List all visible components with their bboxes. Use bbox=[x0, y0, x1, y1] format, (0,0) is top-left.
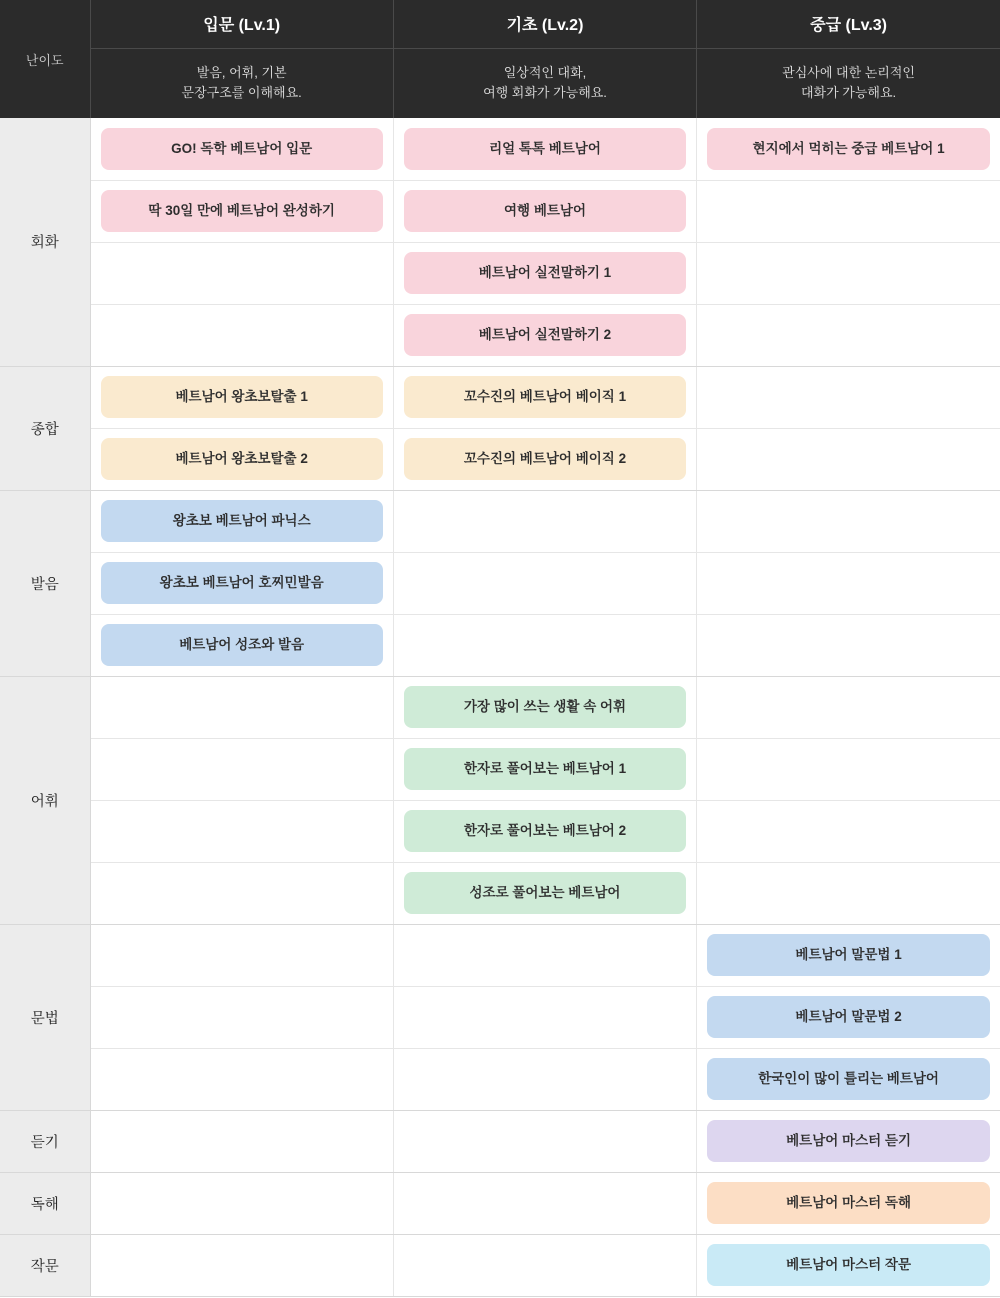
course-cell bbox=[393, 986, 696, 1048]
table-header bbox=[0, 0, 1000, 118]
category-label-4: 어휘 bbox=[0, 676, 90, 924]
course-cell bbox=[393, 1110, 696, 1172]
course-cell bbox=[90, 676, 393, 738]
course-cell[interactable] bbox=[393, 366, 696, 428]
course-chip[interactable]: 여행 베트남어 bbox=[404, 190, 686, 232]
header-title-row bbox=[0, 0, 1000, 48]
table-row bbox=[0, 490, 1000, 552]
header-level-2-desc bbox=[393, 48, 696, 118]
category-label-6: 듣기 bbox=[0, 1110, 90, 1172]
course-cell[interactable] bbox=[393, 428, 696, 490]
course-cell[interactable] bbox=[90, 614, 393, 676]
category-label-8: 작문 bbox=[0, 1234, 90, 1296]
course-cell[interactable] bbox=[697, 1048, 1000, 1110]
course-cell bbox=[90, 1110, 393, 1172]
course-cell bbox=[393, 614, 696, 676]
course-cell[interactable] bbox=[90, 552, 393, 614]
course-cell bbox=[697, 800, 1000, 862]
table-row bbox=[0, 738, 1000, 800]
course-cell bbox=[393, 1234, 696, 1296]
course-cell bbox=[90, 924, 393, 986]
course-cell bbox=[393, 552, 696, 614]
table-row bbox=[0, 366, 1000, 428]
course-cell bbox=[393, 924, 696, 986]
course-cell bbox=[393, 1048, 696, 1110]
course-cell bbox=[697, 490, 1000, 552]
course-cell bbox=[697, 676, 1000, 738]
header-desc-row bbox=[0, 48, 1000, 118]
course-chip[interactable]: 가장 많이 쓰는 생활 속 어휘 bbox=[404, 686, 686, 728]
header-level-1-desc-line2: 문장구조를 이해해요. bbox=[181, 85, 302, 101]
course-chip[interactable]: 베트남어 마스터 작문 bbox=[707, 1244, 990, 1286]
course-cell bbox=[697, 862, 1000, 924]
header-level-1-desc-line1: 발음, 어휘, 기본 bbox=[196, 65, 287, 81]
table-row bbox=[0, 614, 1000, 676]
course-chip[interactable]: 왕초보 베트남어 호찌민발음 bbox=[101, 562, 383, 604]
course-cell bbox=[697, 614, 1000, 676]
course-cell[interactable] bbox=[697, 924, 1000, 986]
course-chip[interactable]: 베트남어 성조와 발음 bbox=[101, 624, 383, 666]
course-cell bbox=[393, 490, 696, 552]
category-label-3: 발음 bbox=[0, 490, 90, 676]
course-cell bbox=[90, 1234, 393, 1296]
course-chip[interactable]: 한자로 풀어보는 베트남어 1 bbox=[404, 748, 686, 790]
course-chip[interactable]: 베트남어 말문법 2 bbox=[707, 996, 990, 1038]
course-chip[interactable]: 베트남어 실전말하기 1 bbox=[404, 252, 686, 294]
course-cell[interactable] bbox=[393, 800, 696, 862]
course-cell[interactable] bbox=[90, 366, 393, 428]
course-cell[interactable] bbox=[90, 490, 393, 552]
course-cell[interactable] bbox=[393, 676, 696, 738]
course-chip[interactable]: GO! 독학 베트남어 입문 bbox=[101, 128, 383, 170]
course-cell[interactable] bbox=[393, 118, 696, 180]
header-level-3-desc-line2: 대화가 가능해요. bbox=[801, 85, 897, 101]
course-chip[interactable]: 베트남어 마스터 듣기 bbox=[707, 1120, 990, 1162]
header-level-3-desc bbox=[697, 48, 1000, 118]
category-label-2: 종합 bbox=[0, 366, 90, 490]
course-cell bbox=[90, 738, 393, 800]
table-row bbox=[0, 118, 1000, 180]
table-body bbox=[0, 118, 1000, 1296]
course-cell bbox=[697, 428, 1000, 490]
course-cell bbox=[393, 1172, 696, 1234]
header-level-2-title: 기초 (Lv.2) bbox=[393, 0, 696, 48]
course-cell[interactable] bbox=[393, 738, 696, 800]
course-cell bbox=[90, 800, 393, 862]
course-chip[interactable]: 베트남어 왕초보탈출 1 bbox=[101, 376, 383, 418]
course-chip[interactable]: 딱 30일 만에 베트남어 완성하기 bbox=[101, 190, 383, 232]
course-cell[interactable] bbox=[697, 986, 1000, 1048]
course-cell bbox=[697, 552, 1000, 614]
table-row bbox=[0, 986, 1000, 1048]
course-cell[interactable] bbox=[90, 180, 393, 242]
table-row bbox=[0, 924, 1000, 986]
category-label-1: 회화 bbox=[0, 118, 90, 366]
table-row bbox=[0, 1234, 1000, 1296]
course-cell[interactable] bbox=[393, 304, 696, 366]
course-cell bbox=[90, 1172, 393, 1234]
course-cell[interactable] bbox=[697, 1110, 1000, 1172]
course-cell bbox=[90, 1048, 393, 1110]
course-cell bbox=[90, 242, 393, 304]
header-level-1-title: 입문 (Lv.1) bbox=[90, 0, 393, 48]
course-chip[interactable]: 한자로 풀어보는 베트남어 2 bbox=[404, 810, 686, 852]
course-cell[interactable] bbox=[697, 118, 1000, 180]
header-level-1-desc bbox=[90, 48, 393, 118]
header-level-3-desc-line1: 관심사에 대한 논리적인 bbox=[782, 65, 915, 81]
table-row bbox=[0, 1110, 1000, 1172]
course-cell bbox=[697, 180, 1000, 242]
course-cell[interactable] bbox=[697, 1172, 1000, 1234]
course-chip[interactable]: 한국인이 많이 틀리는 베트남어 bbox=[707, 1058, 990, 1100]
table-row bbox=[0, 428, 1000, 490]
table-row bbox=[0, 676, 1000, 738]
course-chip[interactable]: 현지에서 먹히는 중급 베트남어 1 bbox=[707, 128, 990, 170]
course-chip[interactable]: 꼬수진의 베트남어 베이직 1 bbox=[404, 376, 686, 418]
course-chip[interactable]: 베트남어 마스터 독해 bbox=[707, 1182, 990, 1224]
course-cell[interactable] bbox=[90, 428, 393, 490]
course-cell bbox=[697, 738, 1000, 800]
header-level-2-desc-line2: 여행 회화가 가능해요. bbox=[483, 85, 607, 101]
course-cell bbox=[90, 986, 393, 1048]
difficulty-corner-label: 난이도 bbox=[0, 0, 90, 118]
course-chip[interactable]: 왕초보 베트남어 파닉스 bbox=[101, 500, 383, 542]
table-row bbox=[0, 1048, 1000, 1110]
course-cell[interactable] bbox=[393, 242, 696, 304]
header-level-2-desc-line1: 일상적인 대화, bbox=[503, 65, 587, 81]
course-chip[interactable]: 리얼 톡톡 베트남어 bbox=[404, 128, 686, 170]
table-row bbox=[0, 180, 1000, 242]
course-cell[interactable] bbox=[90, 118, 393, 180]
course-cell bbox=[697, 242, 1000, 304]
course-chip[interactable]: 성조로 풀어보는 베트남어 bbox=[404, 872, 686, 914]
course-chip[interactable]: 베트남어 실전말하기 2 bbox=[404, 314, 686, 356]
course-cell bbox=[90, 304, 393, 366]
course-cell bbox=[697, 304, 1000, 366]
table-row bbox=[0, 862, 1000, 924]
category-label-5: 문법 bbox=[0, 924, 90, 1110]
course-chip[interactable]: 꼬수진의 베트남어 베이직 2 bbox=[404, 438, 686, 480]
course-cell[interactable] bbox=[393, 862, 696, 924]
course-cell bbox=[697, 366, 1000, 428]
table-row bbox=[0, 800, 1000, 862]
course-cell[interactable] bbox=[697, 1234, 1000, 1296]
course-cell bbox=[90, 862, 393, 924]
course-chip[interactable]: 베트남어 말문법 1 bbox=[707, 934, 990, 976]
course-cell[interactable] bbox=[393, 180, 696, 242]
table-row bbox=[0, 1172, 1000, 1234]
table-row bbox=[0, 552, 1000, 614]
category-label-7: 독해 bbox=[0, 1172, 90, 1234]
header-level-3-title: 중급 (Lv.3) bbox=[697, 0, 1000, 48]
table-row bbox=[0, 304, 1000, 366]
course-chip[interactable]: 베트남어 왕초보탈출 2 bbox=[101, 438, 383, 480]
table-row bbox=[0, 242, 1000, 304]
